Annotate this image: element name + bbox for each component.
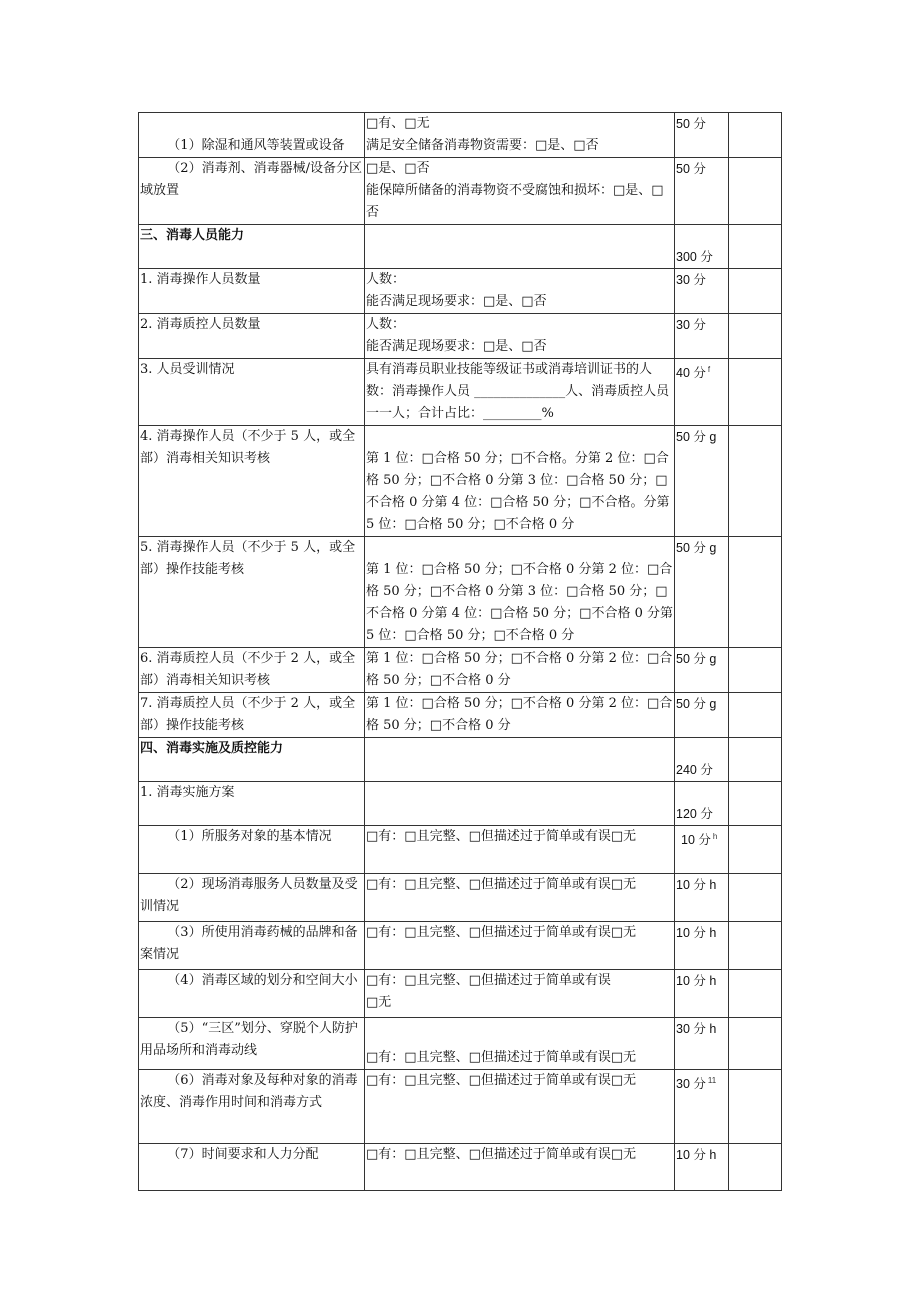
note-cell <box>729 738 782 782</box>
detail-line: □有、□无 <box>366 116 430 131</box>
table-row <box>139 1144 782 1191</box>
table-row <box>139 225 782 269</box>
item-cell: （6）消毒对象及每种对象的消毒浓度、消毒作用时间和消毒方式 <box>139 1070 365 1144</box>
table-row <box>139 826 782 874</box>
note-cell <box>729 426 782 537</box>
score-cell: 30 分 <box>675 314 729 359</box>
detail-line: 满足安全储备消毒物资需要：□是、□否 <box>366 138 599 153</box>
score-mark: f <box>707 365 711 374</box>
table-row <box>139 782 782 826</box>
note-cell <box>729 782 782 826</box>
item-cell: 1. 消毒实施方案 <box>139 782 365 826</box>
table-row <box>139 1018 782 1070</box>
detail-cell <box>365 738 675 782</box>
score-cell: 120 分 <box>675 782 729 826</box>
detail-line: □有：□且完整、□但描述过于简单或有误 <box>366 973 611 988</box>
score-cell: 30 分 h <box>675 1018 729 1070</box>
table-row <box>139 314 782 359</box>
score-cell: 300 分 <box>675 225 729 269</box>
section-heading: 四、消毒实施及质控能力 <box>139 738 365 782</box>
score-cell: 240 分 <box>675 738 729 782</box>
detail-cell: 第 1 位：□合格 50 分；□不合格 0 分第 2 位：□合格 50 分；□不合格 0 分 <box>365 648 675 693</box>
detail-line: □无 <box>366 995 392 1010</box>
detail-cell: □有：□且完整、□但描述过于简单或有误□无 <box>365 1144 675 1191</box>
detail-cell: □有：□且完整、□但描述过于简单或有误□无 <box>365 826 675 874</box>
item-cell: （4）消毒区域的划分和空间大小 <box>139 970 365 1018</box>
table-row <box>139 874 782 922</box>
detail-line: □是、□否 <box>366 161 430 176</box>
table-row <box>139 738 782 782</box>
table-row <box>139 970 782 1018</box>
table-row <box>139 537 782 648</box>
detail-cell: □有：□且完整、□但描述过于简单或有误□无 <box>365 922 675 970</box>
item-cell: （2）现场消毒服务人员数量及受训情况 <box>139 874 365 922</box>
detail-line: 能否满足现场要求：□是、□否 <box>366 294 547 309</box>
score-value: 10 分 <box>681 833 711 848</box>
note-cell <box>729 693 782 738</box>
note-cell <box>729 158 782 225</box>
item-cell: 6. 消毒质控人员（不少于 2 人，或全部）消毒相关知识考核 <box>139 648 365 693</box>
score-value: 30 分 <box>676 1077 706 1092</box>
detail-cell: 第 1 位：□合格 50 分；□不合格 0 分第 2 位：□合格 50 分；□不合格 0 分 <box>365 693 675 738</box>
item-cell: （1）所服务对象的基本情况 <box>139 826 365 874</box>
note-cell <box>729 970 782 1018</box>
detail-cell <box>365 782 675 826</box>
table-row <box>139 269 782 314</box>
table-row <box>139 648 782 693</box>
score-cell: 10 分 h <box>675 874 729 922</box>
item-cell: （1）除湿和通风等装置或设备 <box>139 113 365 158</box>
note-cell <box>729 1070 782 1144</box>
item-cell: 5. 消毒操作人员（不少于 5 人，或全部）操作技能考核 <box>139 537 365 648</box>
detail-cell: □有：□且完整、□但描述过于简单或有误□无 <box>365 1070 675 1144</box>
table-row <box>139 922 782 970</box>
detail-cell: 第 1 位：□合格 50 分；□不合格 0 分第 2 位：□合格 50 分；□不合格 0 分第 3 位：□合格 50 分；□不合格 0 分第 4 位：□合格 50 分；□不合格 0 分第 5 位：□合格 50 分；□不合格 0 分 <box>365 537 675 648</box>
score-cell: 50 分 g <box>675 648 729 693</box>
table-row <box>139 158 782 225</box>
item-cell: 2. 消毒质控人员数量 <box>139 314 365 359</box>
score-cell: 50 分 <box>675 113 729 158</box>
table-row <box>139 359 782 426</box>
score-mark: h <box>712 832 718 841</box>
detail-cell <box>365 113 675 158</box>
note-cell <box>729 874 782 922</box>
item-cell: （2）消毒剂、消毒器械/设备分区域放置 <box>139 158 365 225</box>
evaluation-table <box>138 112 782 1191</box>
note-cell <box>729 1018 782 1070</box>
detail-cell: 具有消毒员职业技能等级证书或消毒培训证书的人数：消毒操作人员 ______________人、消毒质控人员一一人；合计占比：_________% <box>365 359 675 426</box>
score-mark: 11 <box>707 1076 717 1085</box>
item-cell: （3）所使用消毒药械的品牌和备案情况 <box>139 922 365 970</box>
note-cell <box>729 1144 782 1191</box>
item-cell: 7. 消毒质控人员（不少于 2 人，或全部）操作技能考核 <box>139 693 365 738</box>
note-cell <box>729 359 782 426</box>
note-cell <box>729 648 782 693</box>
item-cell: 4. 消毒操作人员（不少于 5 人，或全部）消毒相关知识考核 <box>139 426 365 537</box>
detail-cell: □有：□且完整、□但描述过于简单或有误□无 <box>365 1018 675 1070</box>
score-cell: 50 分 <box>675 158 729 225</box>
item-cell: （5）“三区”划分、穿脱个人防护用品场所和消毒动线 <box>139 1018 365 1070</box>
score-cell: 50 分 g <box>675 537 729 648</box>
note-cell <box>729 922 782 970</box>
note-cell <box>729 826 782 874</box>
detail-line: 能否满足现场要求：□是、□否 <box>366 339 547 354</box>
note-cell <box>729 537 782 648</box>
note-cell <box>729 269 782 314</box>
note-cell <box>729 225 782 269</box>
detail-line: 人数： <box>366 317 406 332</box>
table-row <box>139 426 782 537</box>
score-cell: 10 分 h <box>675 922 729 970</box>
detail-cell <box>365 269 675 314</box>
note-cell <box>729 314 782 359</box>
section-heading: 三、消毒人员能力 <box>139 225 365 269</box>
detail-cell: □有：□且完整、□但描述过于简单或有误□无 <box>365 874 675 922</box>
detail-cell: 第 1 位：□合格 50 分；□不合格。分第 2 位：□合格 50 分；□不合格 0 分第 3 位：□合格 50 分；□不合格 0 分第 4 位：□合格 50 分；□不合格。分第 5 位：□合格 50 分；□不合格 0 分 <box>365 426 675 537</box>
score-cell: 50 分 g <box>675 426 729 537</box>
table-row <box>139 693 782 738</box>
score-cell: 10 分 h <box>675 1144 729 1191</box>
note-cell <box>729 113 782 158</box>
item-cell: 1. 消毒操作人员数量 <box>139 269 365 314</box>
table-row <box>139 1070 782 1144</box>
score-value: 40 分 <box>676 366 706 381</box>
detail-line: 能保障所储备的消毒物资不受腐蚀和损坏：□是、□否 <box>366 183 664 220</box>
score-cell <box>675 1070 729 1144</box>
detail-cell <box>365 158 675 225</box>
item-cell: （7）时间要求和人力分配 <box>139 1144 365 1191</box>
detail-cell <box>365 225 675 269</box>
detail-line: 人数： <box>366 272 406 287</box>
table-row <box>139 113 782 158</box>
detail-cell <box>365 314 675 359</box>
score-cell: 30 分 <box>675 269 729 314</box>
score-cell <box>675 359 729 426</box>
item-cell: 3. 人员受训情况 <box>139 359 365 426</box>
score-cell: 50 分 g <box>675 693 729 738</box>
score-cell: 10 分 h <box>675 970 729 1018</box>
detail-cell <box>365 970 675 1018</box>
score-cell <box>675 826 729 874</box>
